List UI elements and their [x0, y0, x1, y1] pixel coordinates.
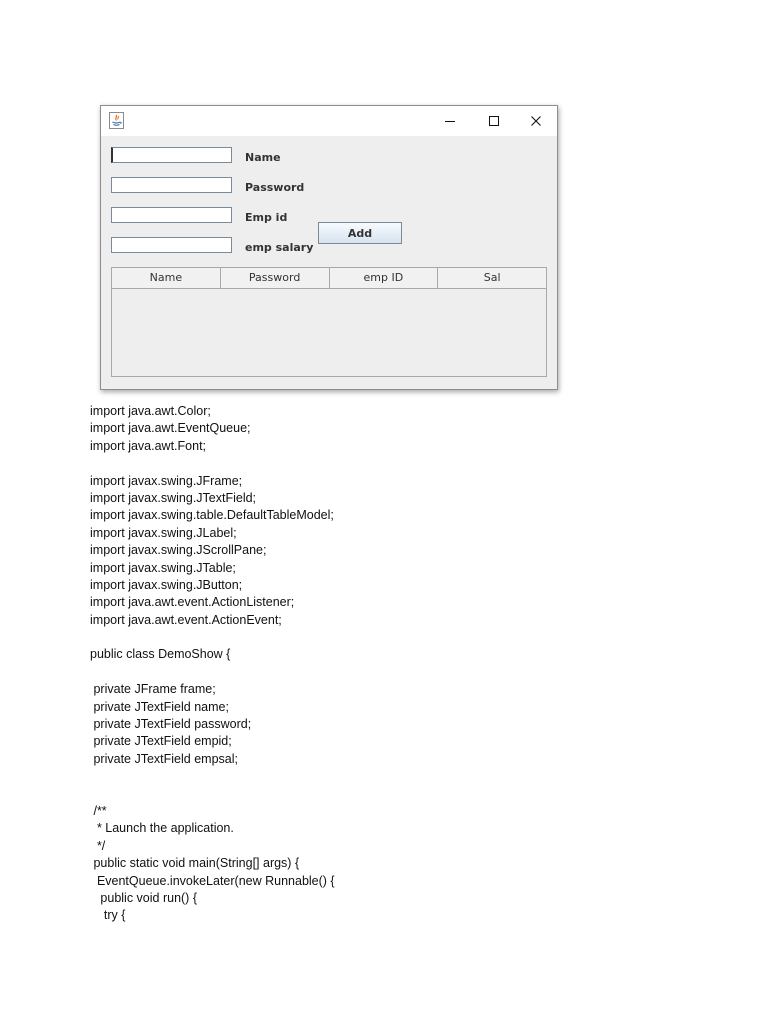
code-line: EventQueue.invokeLater(new Runnable() { — [90, 873, 335, 888]
code-line: import java.awt.event.ActionEvent; — [90, 612, 282, 627]
code-line: * Launch the application. — [90, 821, 234, 836]
minimize-icon — [444, 115, 456, 127]
code-line: import javax.swing.table.DefaultTableModel; — [90, 508, 334, 523]
code-line: try { — [90, 908, 126, 923]
minimize-button[interactable] — [428, 106, 472, 136]
code-line: import javax.swing.JFrame; — [90, 473, 243, 488]
code-line — [90, 664, 690, 681]
window-titlebar[interactable] — [101, 106, 557, 136]
code-line: import java.awt.event.ActionListener; — [90, 595, 295, 610]
code-line: import java.awt.Color; — [90, 404, 211, 418]
code-line: public void run() { — [90, 890, 197, 905]
maximize-icon — [488, 115, 500, 127]
column-header-emp-id[interactable]: emp ID — [330, 268, 439, 288]
code-line: private JTextField name; — [90, 699, 229, 714]
employee-table[interactable] — [111, 267, 547, 377]
emp-salary-field[interactable] — [111, 237, 232, 253]
code-line: import javax.swing.JScrollPane; — [90, 543, 267, 558]
java-app-icon — [109, 112, 124, 129]
table-body[interactable] — [112, 289, 546, 376]
code-line: private JFrame frame; — [90, 682, 216, 697]
emp-id-label: Emp id — [245, 211, 288, 224]
column-header-name[interactable]: Name — [112, 268, 221, 288]
code-line: import javax.swing.JTable; — [90, 560, 236, 575]
code-line: import javax.swing.JLabel; — [90, 525, 237, 540]
add-button[interactable]: Add — [318, 222, 402, 244]
code-line: private JTextField empsal; — [90, 751, 238, 766]
code-line: import javax.swing.JTextField; — [90, 490, 257, 505]
code-line: private JTextField empid; — [90, 734, 232, 749]
code-line — [90, 786, 690, 803]
code-line — [90, 768, 690, 785]
code-line: import java.awt.Font; — [90, 438, 207, 453]
column-header-password[interactable]: Password — [221, 268, 330, 288]
code-line — [90, 455, 690, 472]
emp-id-field[interactable] — [111, 207, 232, 223]
column-header-sal[interactable]: Sal — [483, 271, 501, 284]
close-button[interactable] — [514, 106, 558, 136]
emp-salary-label: emp salary — [245, 241, 314, 254]
code-listing — [90, 403, 690, 925]
swing-window — [100, 105, 558, 390]
name-label: Name — [245, 151, 281, 164]
password-field[interactable] — [111, 177, 232, 193]
code-line: /** — [90, 803, 107, 818]
table-header — [112, 268, 546, 289]
maximize-button[interactable] — [472, 106, 516, 136]
code-line: public static void main(String[] args) { — [90, 856, 300, 871]
code-line: */ — [90, 838, 106, 853]
code-line: public class DemoShow { — [90, 647, 231, 662]
password-label: Password — [245, 181, 305, 194]
close-icon — [530, 115, 542, 127]
code-line: import javax.swing.JButton; — [90, 577, 243, 592]
code-line: private JTextField password; — [90, 717, 252, 732]
name-field[interactable] — [111, 147, 232, 163]
code-line: import java.awt.EventQueue; — [90, 421, 251, 436]
code-line — [90, 629, 690, 646]
